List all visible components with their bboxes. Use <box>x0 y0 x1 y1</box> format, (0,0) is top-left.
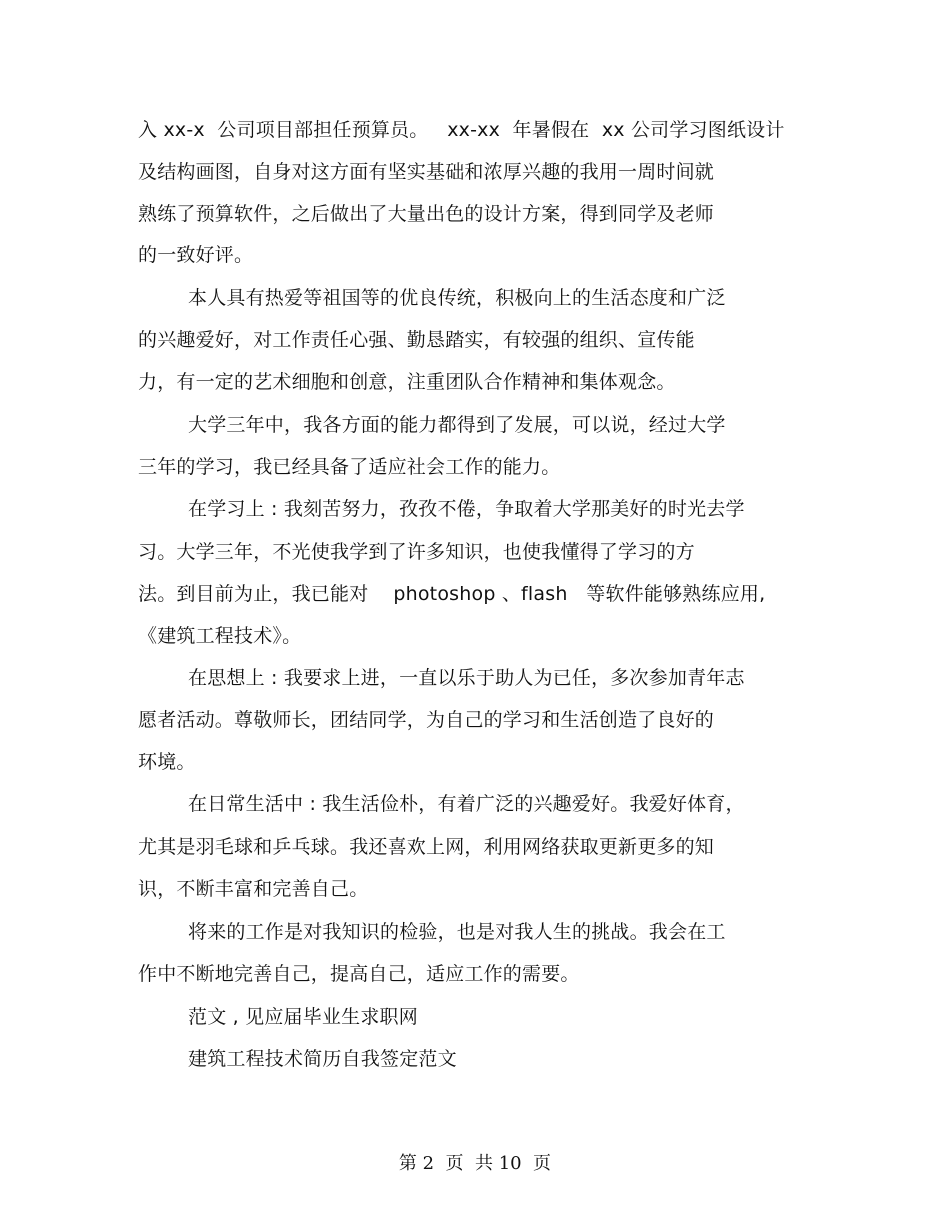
paragraph-line: 识，不断丰富和完善自己。 <box>138 878 369 900</box>
paragraph-line: 《建筑工程技术》。 <box>138 625 302 647</box>
paragraph-line: 作中不断地完善自己，提高自己，适应工作的需要。 <box>138 963 580 985</box>
paragraph-line: 入 xx-x 公司项目部担任预算员。 xx-xx 年暑假在 xx 公司学习图纸设计 <box>138 119 785 141</box>
paragraph-line: 将来的工作是对我知识的检验，也是对我人生的挑战。我会在工 <box>188 921 726 943</box>
paragraph-line: 尤其是羽毛球和乒乓球。我还喜欢上网，利用网络获取更新更多的知 <box>138 836 715 858</box>
paragraph-line: 的兴趣爱好，对工作责任心强、勤恳踏实，有较强的组织、宣传能 <box>138 329 695 351</box>
paragraph-line: 建筑工程技术简历自我签定范文 <box>188 1048 457 1070</box>
paragraph-line: 法。到目前为止，我已能对 photoshop 、flash 等软件能够熟练应用, <box>138 583 766 605</box>
paragraph-line: 三年的学习，我已经具备了适应社会工作的能力。 <box>138 456 561 478</box>
paragraph-line: 熟练了预算软件，之后做出了大量出色的设计方案，得到同学及老师 <box>138 203 715 225</box>
paragraph-line: 大学三年中，我各方面的能力都得到了发展，可以说，经过大学 <box>188 414 726 436</box>
paragraph-line: 在日常生活中 : 我生活俭朴，有着广泛的兴趣爱好。我爱好体育， <box>188 793 745 815</box>
page-number-footer: 第 2 页 共 10 页 <box>398 1153 552 1174</box>
paragraph-line: 范文 , 见应届毕业生求职网 <box>188 1006 418 1028</box>
paragraph-line: 及结构画图，自身对这方面有坚实基础和浓厚兴趣的我用一周时间就 <box>138 161 715 183</box>
paragraph-line: 在思想上 : 我要求上进，一直以乐于助人为已任，多次参加青年志 <box>188 667 745 689</box>
paragraph-line: 在学习上 : 我刻苦努力，孜孜不倦，争取着大学那美好的时光去学 <box>188 498 745 520</box>
paragraph-line: 习。大学三年，不光使我学到了许多知识，也使我懂得了学习的方 <box>138 541 695 563</box>
paragraph-line: 环境。 <box>138 751 196 773</box>
paragraph-line: 愿者活动。尊敬师长，团结同学，为自己的学习和生活创造了良好的 <box>138 709 715 731</box>
paragraph-line: 力，有一定的艺术细胞和创意，注重团队合作精神和集体观念。 <box>138 371 676 393</box>
paragraph-line: 的一致好评。 <box>138 244 254 266</box>
paragraph-line: 本人具有热爱等祖国等的优良传统，积极向上的生活态度和广泛 <box>188 287 726 309</box>
